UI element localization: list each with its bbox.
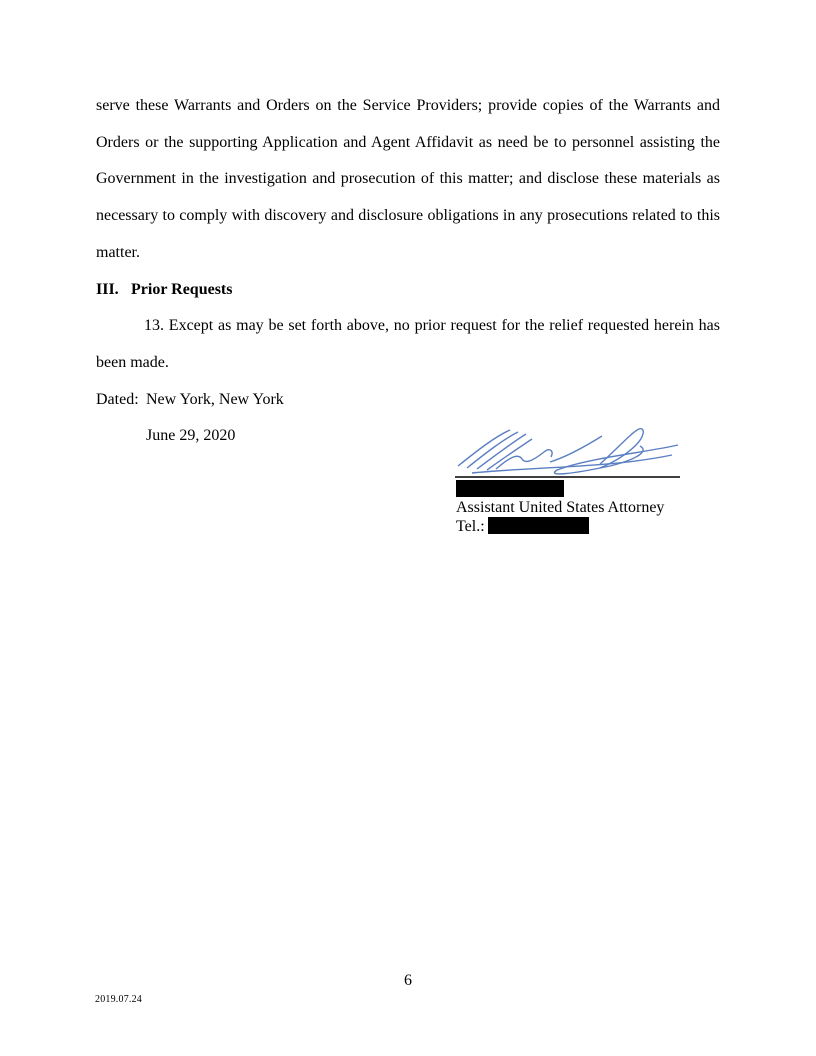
dated-date: June 29, 2020 — [146, 427, 236, 445]
paragraph-line: Orders or the supporting Application and Agent Affidavit as need be to personnel assisting the — [96, 133, 720, 151]
dated-place: New York, New York — [146, 390, 284, 408]
paragraph-line: 13. Except as may be set forth above, no prior request for the relief requested herein has — [144, 317, 720, 335]
section-heading-number: III. — [96, 280, 119, 298]
paragraph-line: matter. — [96, 243, 140, 261]
footer-date-stamp: 2019.07.24 — [95, 994, 142, 1005]
page-number: 6 — [404, 972, 412, 989]
handwritten-signature-icon — [450, 424, 685, 480]
paragraph-line: serve these Warrants and Orders on the Service Providers; provide copies of the Warrants and — [96, 97, 720, 114]
signature-line — [455, 476, 680, 478]
paragraph-line: been made. — [96, 353, 169, 371]
signer-title: Assistant United States Attorney — [456, 499, 665, 516]
paragraph-line: necessary to comply with discovery and disclosure obligations in any prosecutions related to this — [96, 207, 720, 225]
dated-label: Dated: — [96, 390, 139, 408]
redaction-bar-name — [456, 480, 564, 497]
tel-line — [456, 517, 589, 536]
document-body — [96, 88, 720, 455]
paragraph-line: Government in the investigation and prosecution of this matter; and disclose these materials as — [96, 170, 720, 188]
section-heading — [96, 272, 720, 309]
tel-label: Tel.: — [456, 518, 485, 535]
dated-line — [96, 382, 720, 419]
redaction-bar-phone — [488, 517, 589, 534]
section-heading-title: Prior Requests — [131, 280, 233, 298]
